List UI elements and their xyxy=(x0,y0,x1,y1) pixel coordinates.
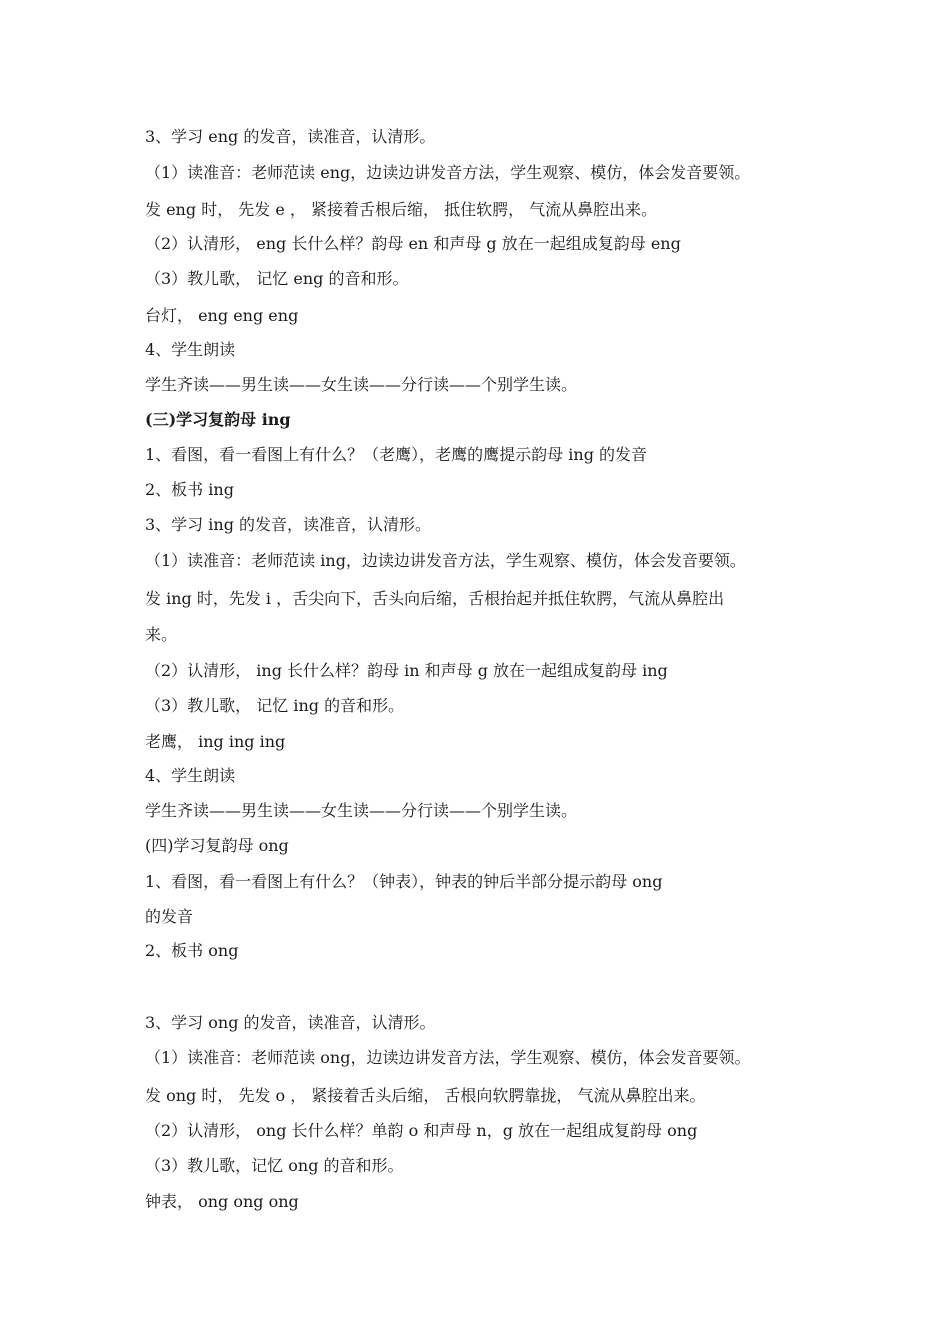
text-line: （2）认清形， ing 长什么样？韵母 in 和声母 g 放在一起组成复韵母 ing xyxy=(145,661,668,680)
text-line: 3、学习 eng 的发音，读准音，认清形。 xyxy=(145,127,436,146)
text-line: （1）读准音：老师范读 ing，边读边讲发音方法，学生观察、模仿，体会发音要领。 xyxy=(145,551,746,570)
text-line: 3、学习 ing 的发音，读准音，认清形。 xyxy=(145,515,432,534)
text-line: 2、板书 ing xyxy=(145,480,234,499)
text-line: （1）读准音：老师范读 eng，边读边讲发音方法，学生观察、模仿，体会发音要领。 xyxy=(145,163,751,182)
text-line: 4、学生朗读 xyxy=(145,766,236,785)
text-line: 发 ong 时， 先发 o ， 紧接着舌头后缩， 舌根向软腭靠拢， 气流从鼻腔出来。 xyxy=(145,1086,706,1105)
text-line: （3）教儿歌， 记忆 ing 的音和形。 xyxy=(145,696,405,715)
text-line: 钟表， ong ong ong xyxy=(145,1192,299,1211)
section-heading: (三)学习复韵母 ing xyxy=(145,410,291,429)
text-line: （3）教儿歌，记忆 ong 的音和形。 xyxy=(145,1156,404,1175)
text-line: 学生齐读——男生读——女生读——分行读——个别学生读。 xyxy=(145,801,578,820)
text-line: 发 eng 时， 先发 e ， 紧接着舌根后缩， 抵住软腭， 气流从鼻腔出来。 xyxy=(145,200,658,219)
text-line: （2）认清形， eng 长什么样？韵母 en 和声母 g 放在一起组成复韵母 eng xyxy=(145,234,681,253)
text-line: 来。 xyxy=(145,625,178,644)
text-line: 1、看图，看一看图上有什么？（钟表），钟表的钟后半部分提示韵母 ong xyxy=(145,872,663,891)
text-line: 1、看图，看一看图上有什么？（老鹰），老鹰的鹰提示韵母 ing 的发音 xyxy=(145,445,648,464)
text-line: 发 ing 时，先发 i ，舌尖向下，舌头向后缩，舌根抬起并抵住软腭，气流从鼻腔出 xyxy=(145,589,725,608)
text-line: 4、学生朗读 xyxy=(145,340,236,359)
text-line: 3、学习 ong 的发音，读准音，认清形。 xyxy=(145,1013,436,1032)
text-line: 台灯， eng eng eng xyxy=(145,306,299,325)
text-line: （3）教儿歌， 记忆 eng 的音和形。 xyxy=(145,269,409,288)
text-line: （2）认清形， ong 长什么样？单韵 o 和声母 n，g 放在一起组成复韵母 ong xyxy=(145,1121,698,1140)
text-line: 的发音 xyxy=(145,907,194,926)
text-line: 学生齐读——男生读——女生读——分行读——个别学生读。 xyxy=(145,375,578,394)
section-heading: (四)学习复韵母 ong xyxy=(145,836,289,855)
text-line: （1）读准音：老师范读 ong，边读边讲发音方法，学生观察、模仿，体会发音要领。 xyxy=(145,1048,751,1067)
text-line: 2、板书 ong xyxy=(145,941,239,960)
text-line: 老鹰， ing ing ing xyxy=(145,732,286,751)
